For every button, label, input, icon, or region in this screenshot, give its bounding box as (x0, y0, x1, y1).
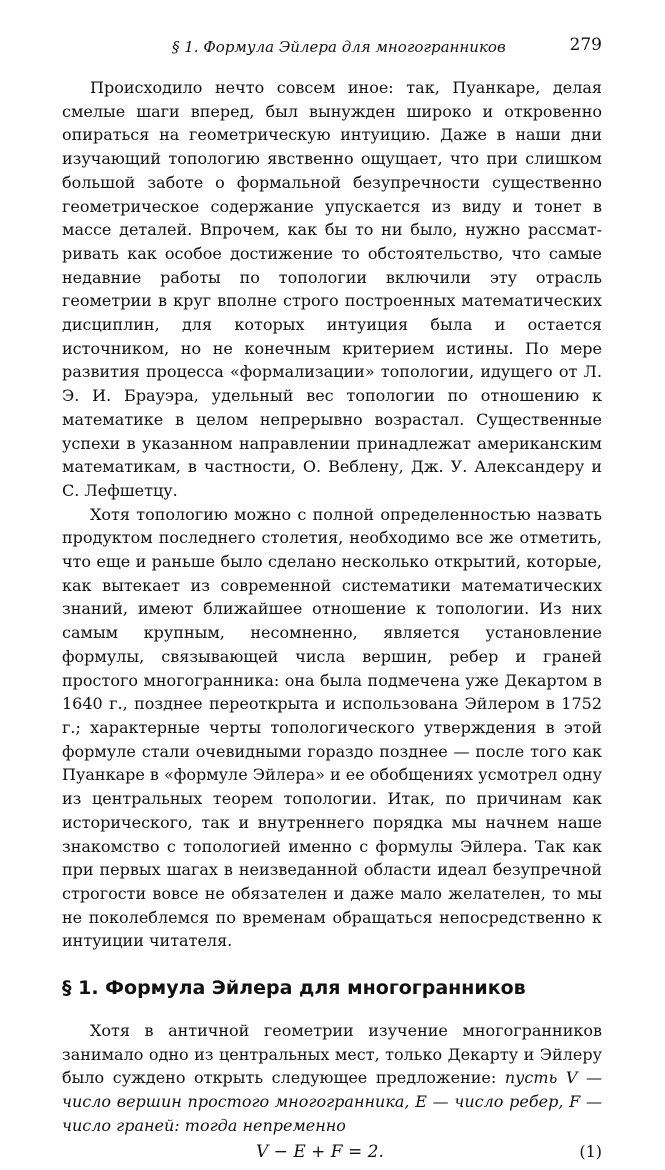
section-heading: § 1. Формула Эйлера для многогранников (62, 977, 526, 1000)
formula-row (62, 1140, 602, 1170)
page-number: 279 (569, 35, 602, 55)
theorem-intro: Хотя в античной геометрии изучение многогранников занимало одно из центральных мест, только Декарту и Эйлеру было суждено открыть следующее предложение: (62, 1021, 602, 1088)
body-text (62, 76, 602, 1170)
equation-number: (1) (579, 1141, 602, 1161)
page-header (62, 35, 602, 58)
paragraph-theorem (62, 1019, 602, 1138)
theorem-statement: пусть V — число вершин простого многогранника, E — число ребер, F — число граней: тогда непременно (62, 1068, 603, 1135)
paragraph-history: Хотя топологию можно с полной определенностью назвать продуктом последнего столетия, необходимо все же отметить, что еще и раньше было сделано несколько открытий, которые, как вытекает из современной систематики математических знаний, имеют ближайшее отношение к топологии. Из них самым крупным, несомненно, является установление формулы, связывающей числа вершин, ребер и граней простого многогранника: она была подмечена уже Декартом в 1640 г., позднее переоткрыта и использована Эйлером в 1752 г.; характерные черты топологического утверждения в этой формуле стали очевидными гораздо позднее — после того как Пуанкаре в «формуле Эйлера» и ее обобщениях усмотрел одну из центральных теорем топологии. Итак, по причинам как исторического, так и внутреннего порядка мы начнем наше знакомство с топологией именно с формулы Эйлера. Так как при первых шагах в неизведанной области идеал безупречной строгости вовсе не обязателен и даже мало желателен, то мы не поколеблемся по временам обращаться непосредственно к интуиции читателя. (62, 504, 602, 951)
running-title: § 1. Формула Эйлера для многогранников (172, 38, 506, 56)
paragraph-intuition: Происходило нечто совсем иное: так, Пуанкаре, делая смелые шаги вперед, был вынужден широко и откровенно опираться на геометрическую интуицию. Даже в наши дни изучающий топологию явственно ощущает, что при слишком большой заботе о формальной безупречности существенно геометрическое содержание упускается из виду и тонет в массе деталей. Впрочем, как бы то ни было, нужно рассматривать как особое достижение то обстоятельство, что самые недавние работы по топологии включили эту отрасль геометрии в круг вполне строго построенных математических дисциплин, для которых интуиция была и остается источником, но не конечным критерием истины. По мере развития процесса «формализации» топологии, идущего от Л. Э. И. Брауэра, удельный вес топологии по отношению к математике в целом непрерывно возрастал. Существенные успехи в указанном направлении принадлежат американским математикам, в частности, О. Веблену, Дж. У. Александеру и С. Лефшетцу. (62, 78, 602, 500)
euler-formula: V − E + F = 2. (256, 1141, 384, 1162)
